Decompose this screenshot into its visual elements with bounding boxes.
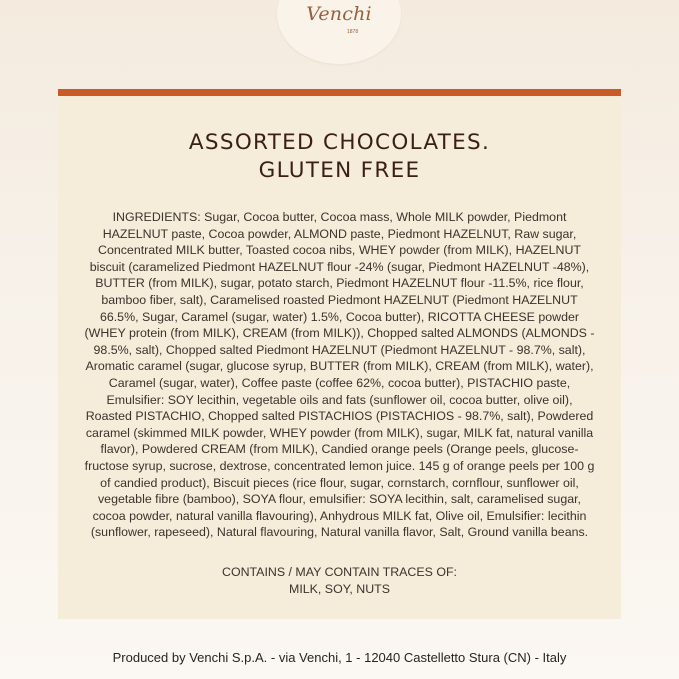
venchi-logo-badge — [277, 0, 401, 64]
brand-logo: Venchi — [306, 3, 372, 25]
product-title-line-2: GLUTEN FREE — [258, 158, 421, 183]
brand-year: 1878 — [347, 29, 359, 35]
allergen-list: MILK, SOY, NUTS — [289, 581, 390, 596]
product-title — [58, 129, 621, 185]
product-title-line-1: ASSORTED CHOCOLATES. — [188, 130, 491, 155]
ingredients-panel — [58, 89, 621, 619]
ingredients-text: INGREDIENTS: Sugar, Cocoa butter, Cocoa mass, Whole MILK powder, Piedmont HAZELNUT paste, Cocoa powder, ALMOND paste, Piedmont HAZELNUT, Raw sugar, Concentrated MILK butter, Toasted cocoa nibs, WHEY powder (from MILK), HAZELNUT biscuit (caramelized Piedmont HAZELNUT flour -24% (sugar, Piedmont HAZELNUT -48%), BUTTER (from MILK), sugar, potato starch, Piedmont HAZELNUT flour -11.5%, rice flour, bamboo fiber, salt), Caramelised roasted Piedmont HAZELNUT (Piedmont HAZELNUT 66.5%, Sugar, Caramel (sugar, water) 1.5%, Cocoa butter), RICOTTA CHEESE powder (WHEY protein (from MILK), CREAM (from MILK)), Chopped salted ALMONDS (ALMONDS - 98.5%, salt), Chopped salted Piedmont HAZELNUT (Piedmont HAZELNUT - 98.7%, salt), Aromatic caramel (sugar, glucose syrup, BUTTER (from MILK), CREAM (from MILK), water), Caramel (sugar, water), Coffee paste (coffee 62%, cocoa butter), PISTACHIO paste, Emulsifier: SOY lecithin, vegetable oils and fats (sunflower oil, cocoa butter, olive oil), Roasted PISTACHIO, Chopped salted PISTACHIOS (PISTACHIOS - 98.7%, salt), Powdered caramel (skimmed MILK powder, WHEY powder (from MILK), sugar, MILK fat, natural vanilla flavor), Powdered CREAM (from MILK), Candied orange peels (Orange peels, glucose-fructose syrup, sucrose, dextrose, concentrated lemon juice. 145 g of orange peels per 100 g of candied product), Biscuit pieces (rice flour, sugar, cornstarch, cornflour, sunflower oil, vegetable fibre (bamboo), SOYA flour, emulsifier: SOYA lecithin, salt, caramelised sugar, cocoa powder, natural vanilla flavouring), Anhydrous MILK fat, Olive oil, Emulsifier: lecithin (sunflower, rapeseed), Natural flavouring, Natural vanilla flavor, Salt, Ground vanilla beans. — [84, 210, 595, 540]
producer-footer: Produced by Venchi S.p.A. - via Venchi, 1 - 12040 Castelletto Stura (CN) - Italy — [112, 650, 567, 665]
allergen-heading: CONTAINS / MAY CONTAIN TRACES OF: — [222, 565, 457, 579]
allergen-statement — [58, 564, 621, 597]
